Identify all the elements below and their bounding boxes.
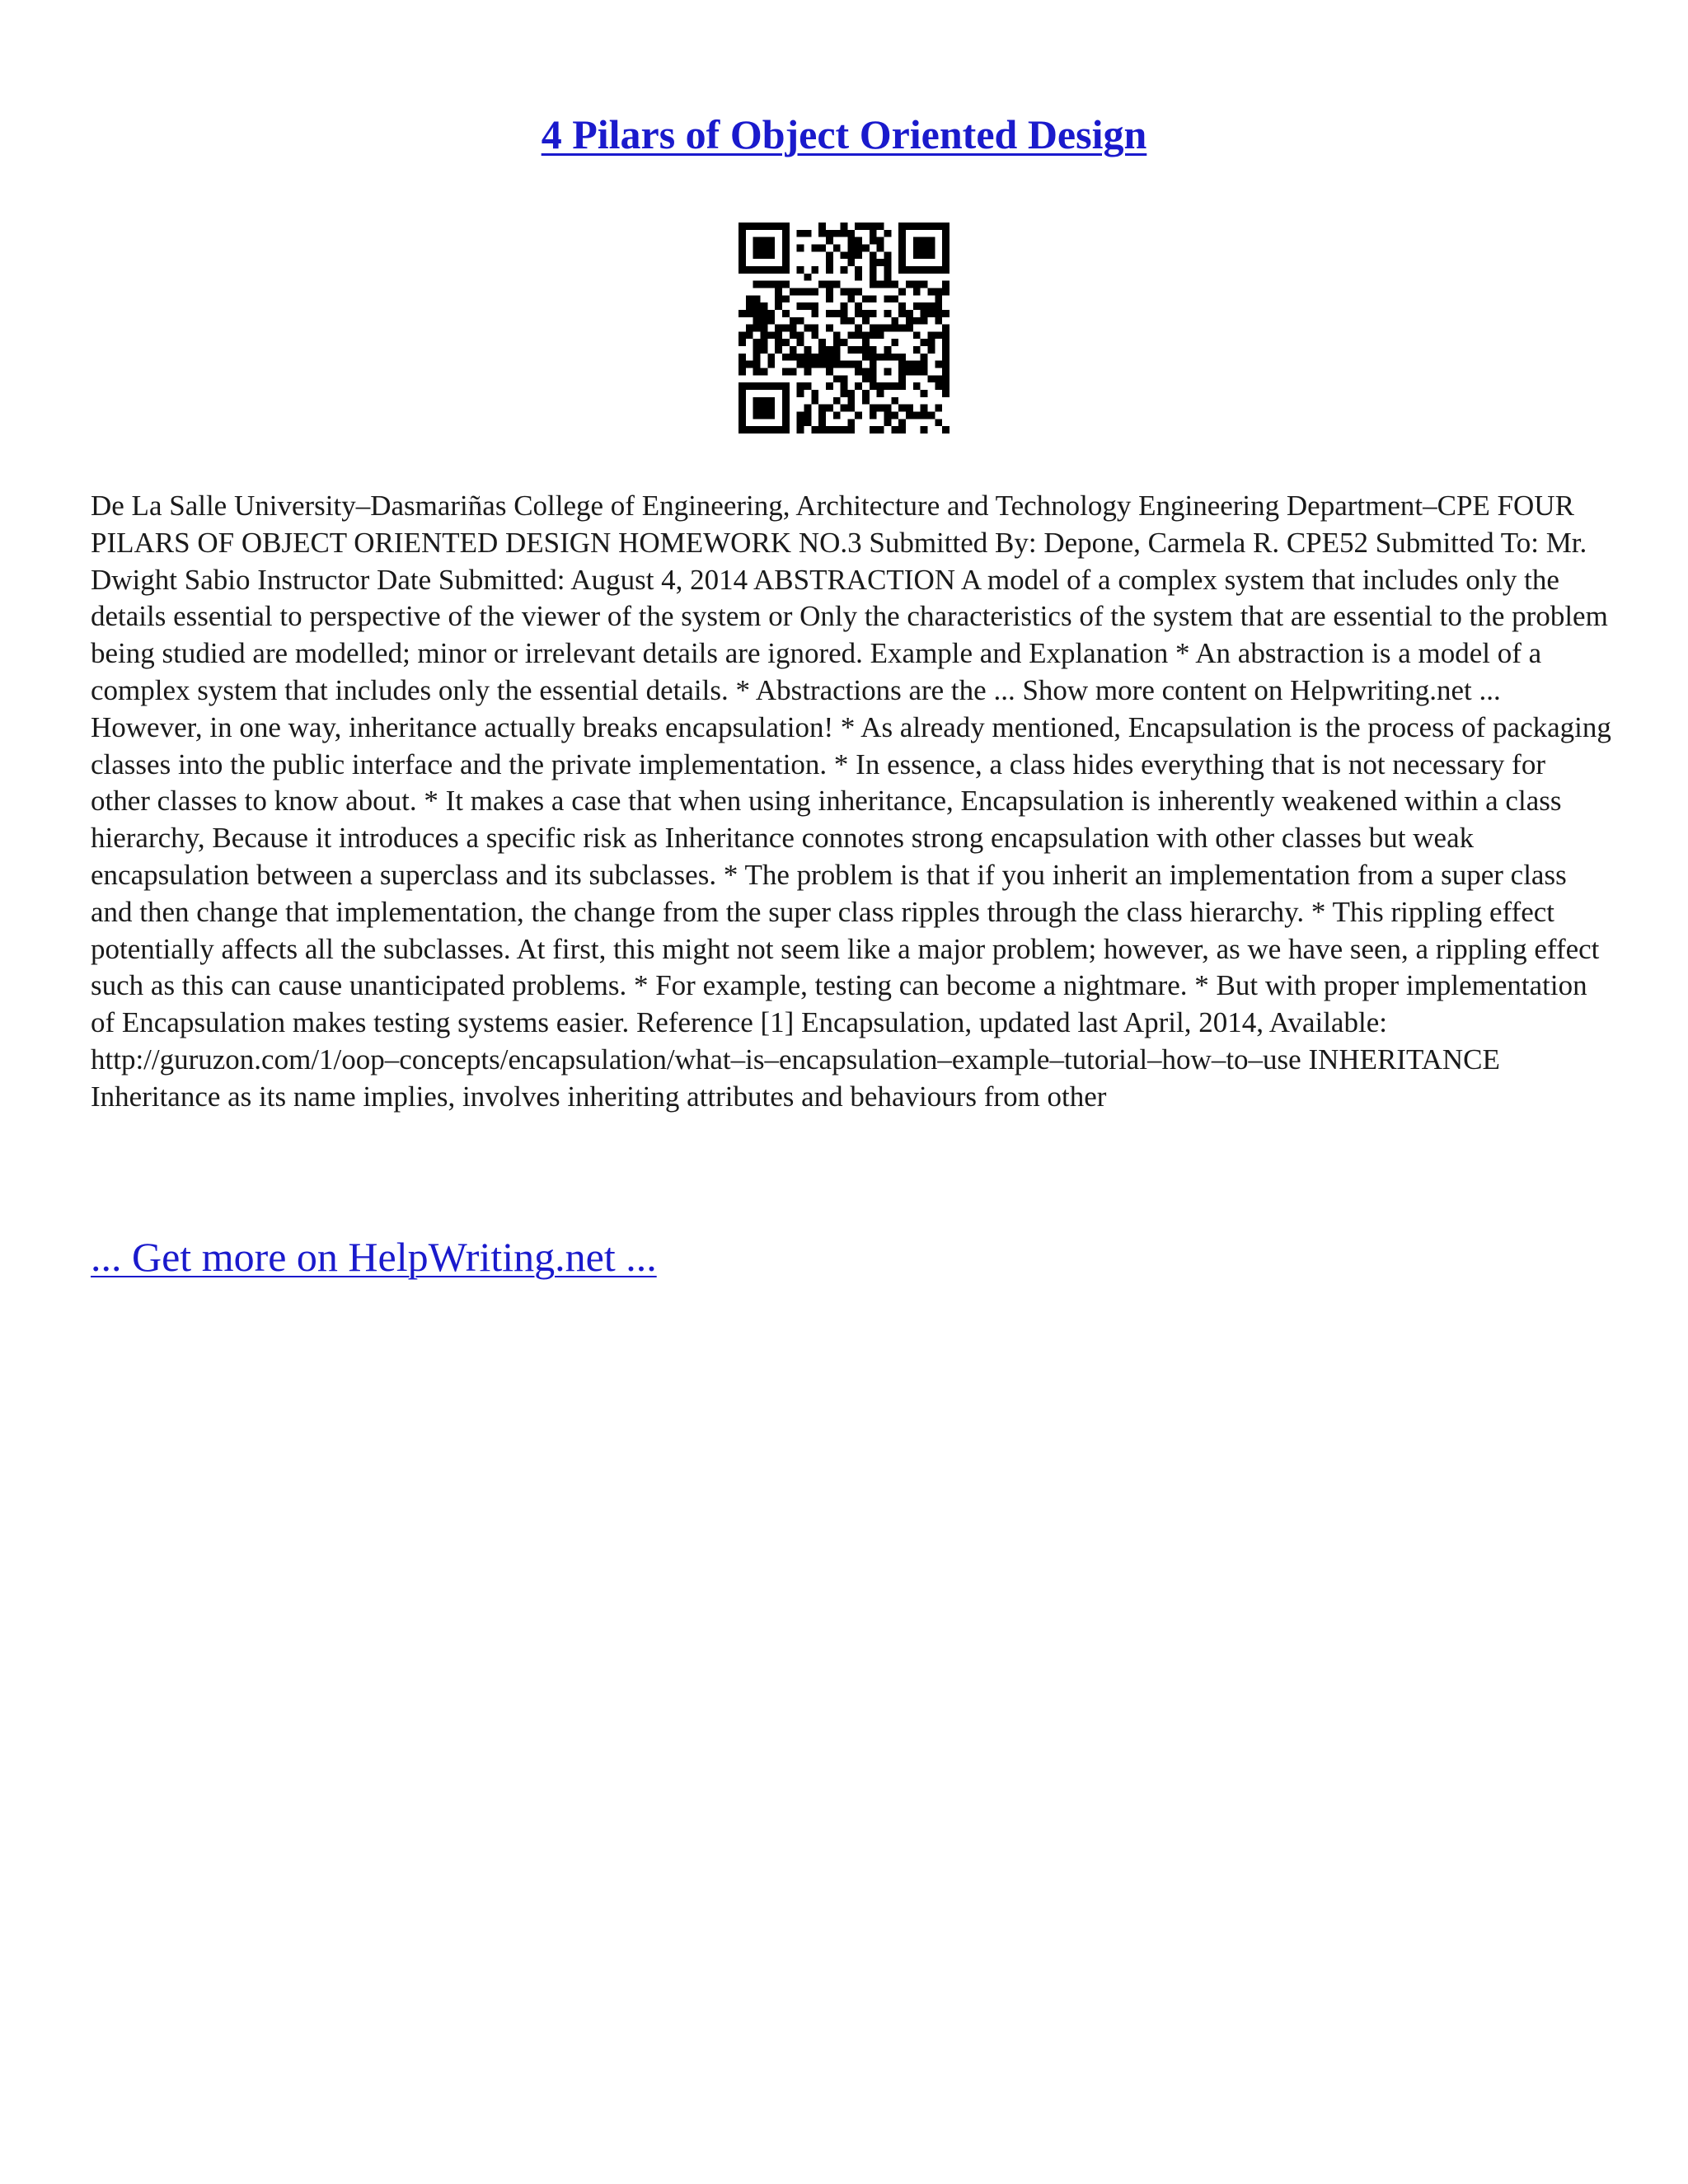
page-title bbox=[0, 105, 1688, 163]
get-more-link-container bbox=[91, 1228, 657, 1286]
paragraph-encapsulation: However, in one way, inheritance actually breaks encapsulation! * As already mentioned, Encapsulation is the process of packaging classes into the public interface and the private implementation. * In essence, a class hides everything that is not necessary for other classes to know about. * It makes a case that when using inheritance, Encapsulation is inherently weakened within a class hierarchy, Because it introduces a specific risk as Inheritance connotes strong encapsulation with other classes but weak encapsulation between a superclass and its subclasses. * The problem is that if you inherit an implementation from a super class and then change that implementation, the change from the super class ripples through the class hierarchy. * This rippling effect potentially affects all the subclasses. At first, this might not seem like a major problem; however, as we have seen, a rippling effect such as this can cause unanticipated problems. * For example, testing can become a nightmare. * But with proper implementation of Encapsulation makes testing systems easier. Reference [1] Encapsulation, updated last April, 2014, Available: http://guruzon.com/1/oop–concepts/encapsulation/what–is–encapsulation–example–tutorial–how–to–use INHERITANCE Inheritance as its name implies, involves inheriting attributes and behaviours from other bbox=[91, 710, 1611, 1113]
paragraph-intro: De La Salle University–Dasmariñas College of Engineering, Architecture and Technology Engineering Department–CPE FOUR PILARS OF OBJECT ORIENTED DESIGN HOMEWORK NO.3 Submitted By: Depone, Carmela R. CPE52 Submitted To: Mr. Dwight Sabio Instructor Date Submitted: August 4, 2014 ABSTRACTION A model of a complex system that includes only the details essential to perspective of the viewer of the system or Only the characteristics of the system that are essential to the problem being studied are modelled; minor or irrelevant details are ignored. Example and Explanation * An abstraction is a model of a complex system that includes only the essential details. * Abstractions are the ... Show more content on Helpwriting.net ... bbox=[91, 490, 1608, 706]
title-link[interactable]: 4 Pilars of Object Oriented Design bbox=[541, 111, 1147, 157]
document-body bbox=[91, 488, 1611, 1116]
qr-code-icon bbox=[738, 223, 950, 434]
get-more-link[interactable]: ... Get more on HelpWriting.net ... bbox=[91, 1234, 657, 1280]
